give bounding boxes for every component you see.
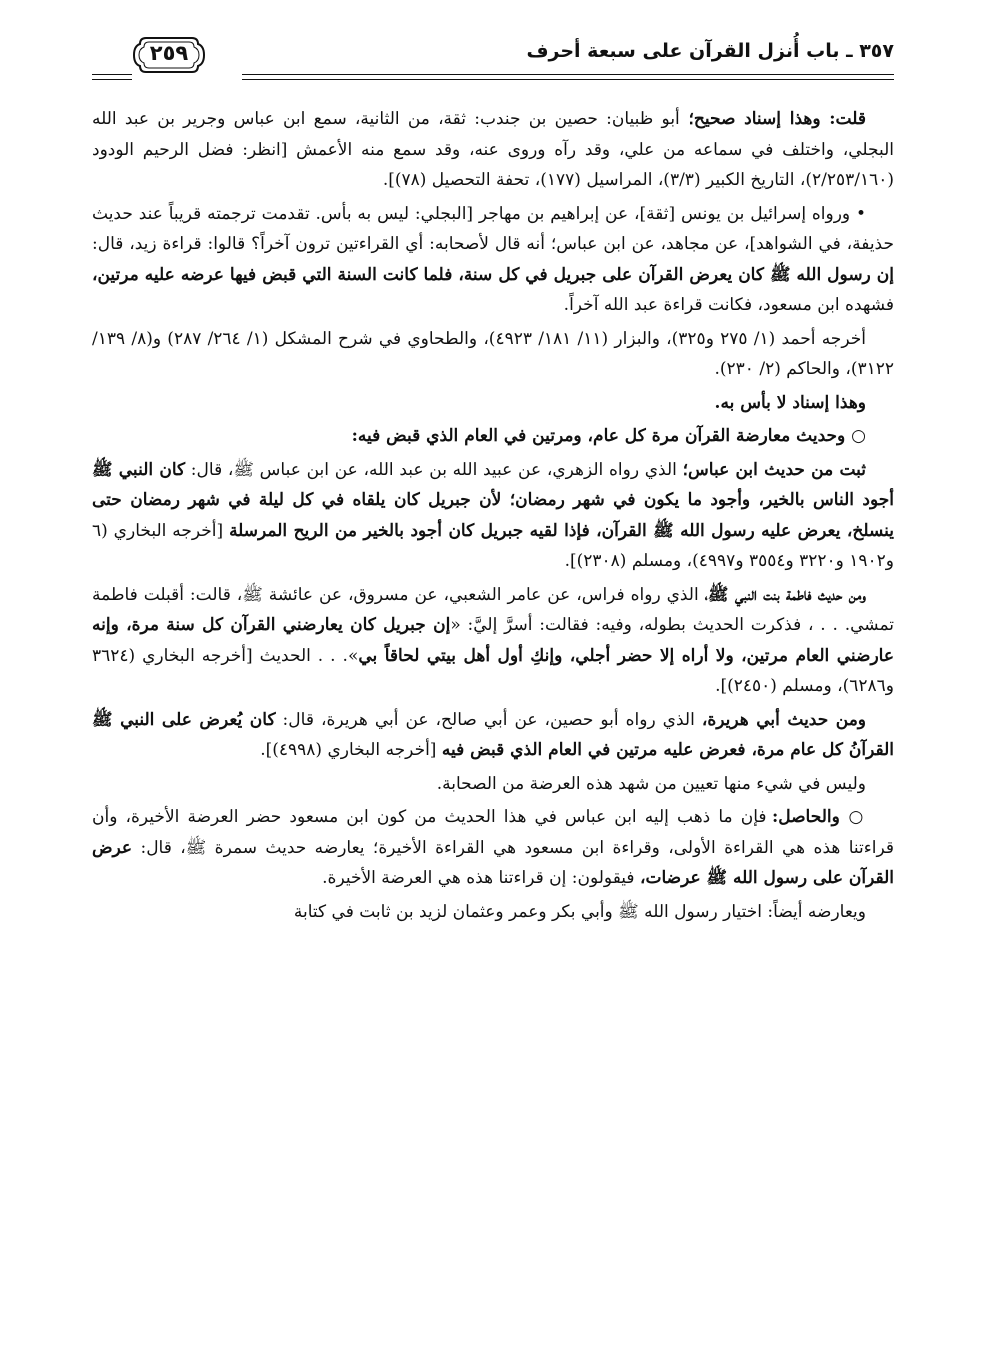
text-run: الذي رواه أبو حصين، عن أبي صالح، عن أبي هريرة، قال: — [275, 709, 702, 730]
paragraph — [92, 324, 894, 385]
bold-text-run: عرض القرآن على رسول الله ﷺ عرضات، — [92, 837, 894, 888]
bold-text-run: ومن حديث فاطمة بنت النبي ﷺ، — [704, 584, 866, 605]
body-text — [92, 104, 894, 930]
text-run: فشهده ابن مسعود، فكانت قراءة عبد الله آخراً. — [563, 295, 894, 315]
text-run: أخرجه أحمد (١/ ٢٧٥ و٣٢٥)، والبزار (١١/ ١٨١/ ٤٩٢٣)، والطحاوي في شرح المشكل (١/ ٢٦٤/ ٢٨٧) و(٨/ ١٣٩/ ٣١٢٢)، والحاكم (٢/ ٢٣٠). — [92, 328, 894, 379]
text-run: فإن ما ذهب إليه ابن عباس في هذا الحديث من كون ابن مسعود حضر العرضة الأخيرة، وأن قراءتنا هذه هي القراءة الأولى، وقراءة ابن مسعود هي القراءة الأخيرة؛ يعارضه حديث سمرة ﷺ، قال: — [92, 807, 894, 858]
header-rule — [92, 79, 132, 80]
paragraph — [92, 421, 894, 452]
bold-text-run: ثبت من حديث ابن عباس؛ — [682, 459, 866, 480]
header-rule — [242, 74, 894, 75]
bold-text-run: ومن حديث أبي هريرة، — [701, 709, 867, 730]
bold-text-run: ○ والحاصل: — [771, 807, 866, 827]
chapter-title: ٣٥٧ ـ باب أُنزل القرآن على سبعة أحرف — [526, 40, 894, 62]
text-run: ويعارضه أيضاً: اختيار رسول الله ﷺ وأبي بكر وعمر وعثمان لزيد بن ثابت في كتابة — [293, 901, 866, 922]
paragraph — [92, 897, 894, 928]
paragraph — [92, 388, 894, 419]
paragraph — [92, 802, 894, 894]
paragraph — [92, 199, 894, 321]
bold-text-run: إن جبريل كان يعارضني القرآن كل سنة مرة، وإنه عارضني العام مرتين، ولا أراه إلا حضر أجلي، وإنكِ أول أهل بيتي لحاقاً بي — [92, 615, 894, 666]
header-rule — [92, 74, 132, 75]
text-run: ». . . الحديث [أخرجه البخاري (٣٦٢٤ و٦٢٨٦)، ومسلم (٢٤٥٠)]. — [92, 645, 894, 696]
bold-text-run: كان النبي ﷺ أجود الناس بالخير، وأجود ما يكون في شهر رمضان؛ لأن جبريل كان يلقاه في كل ليلة في شهر رمضان حتى ينسلخ، يعرض عليه رسول الله ﷺ القرآن، فإذا لقيه جبريل كان أجود بالخير من الريح المرسلة — [92, 459, 894, 541]
bold-text-run: قلت: وهذا إسناد صحيح؛ — [679, 109, 866, 129]
header-rule — [242, 79, 894, 80]
text-run: وليس في شيء منها تعيين من شهد هذه العرضة من الصحابة. — [436, 773, 866, 794]
bold-text-run: وهذا إسناد لا بأس به. — [714, 392, 866, 413]
paragraph — [92, 705, 894, 766]
bold-text-run: كان يُعرض على النبي ﷺ القرآنُ كل عام مرة، فعرض عليه مرتين في العام الذي قبض فيه — [92, 709, 894, 760]
page-number: ٢٥٩ — [149, 41, 189, 65]
page-number-badge — [132, 34, 206, 76]
text-run: فيقولون: إن قراءتنا هذه هي العرضة الأخيرة. — [322, 868, 640, 888]
text-run: الذي رواه فراس، عن عامر الشعبي، عن مسروق، عن عائشة ﷺ، قالت: أقبلت فاطمة تمشي. . . ، فذكرت الحديث بطوله، وفيه: فقالت: أسرَّ إليَّ: « — [92, 584, 895, 635]
text-run: الذي رواه الزهري، عن عبيد الله بن عبد الله، عن ابن عباس ﷺ، قال: — [185, 459, 683, 480]
paragraph — [92, 455, 894, 577]
text-run: [أخرجه البخاري (٦ و١٩٠٢ و٣٢٢٠ و٣٥٥٤ و٤٩٩٧)، ومسلم (٢٣٠٨)]. — [92, 520, 894, 571]
paragraph — [92, 104, 894, 196]
bold-text-run: ○ وحديث معارضة القرآن مرة كل عام، ومرتين في العام الذي قبض فيه: — [351, 426, 866, 446]
text-run: أبو ظبيان: حصين بن جندب: ثقة، من الثانية، سمع ابن عباس وجرير بن عبد الله البجلي، واختلف في سماعه من علي، وقد رآه وروى عنه، وقد سمع منه الأعمش [انظر: فضل الرحيم الودود (٢/٢٥٣/١٦٠)، التاريخ الكبير (٣/٣)، المراسيل (١٧٧)، تحفة التحصيل (٧٨)]. — [92, 109, 894, 190]
page-header — [92, 30, 894, 90]
text-run: [أخرجه البخاري (٤٩٩٨)]. — [260, 740, 442, 760]
text-run: • ورواه إسرائيل بن يونس [ثقة]، عن إبراهيم بن مهاجر [البجلي: ليس به بأس. تقدمت ترجمته قريباً عند حديث حذيفة، في الشواهد]، عن مجاهد، عن ابن عباس؛ أنه قال لأصحابه: أي القراءتين ترون آخراً؟ قالوا: قراءة زيد، قال: — [92, 203, 894, 254]
paragraph — [92, 769, 894, 800]
paragraph — [92, 580, 894, 702]
bold-text-run: إن رسول الله ﷺ كان يعرض القرآن على جبريل في كل سنة، فلما كانت السنة التي قبض فيها عرضه عليه مرتين، — [92, 264, 894, 285]
